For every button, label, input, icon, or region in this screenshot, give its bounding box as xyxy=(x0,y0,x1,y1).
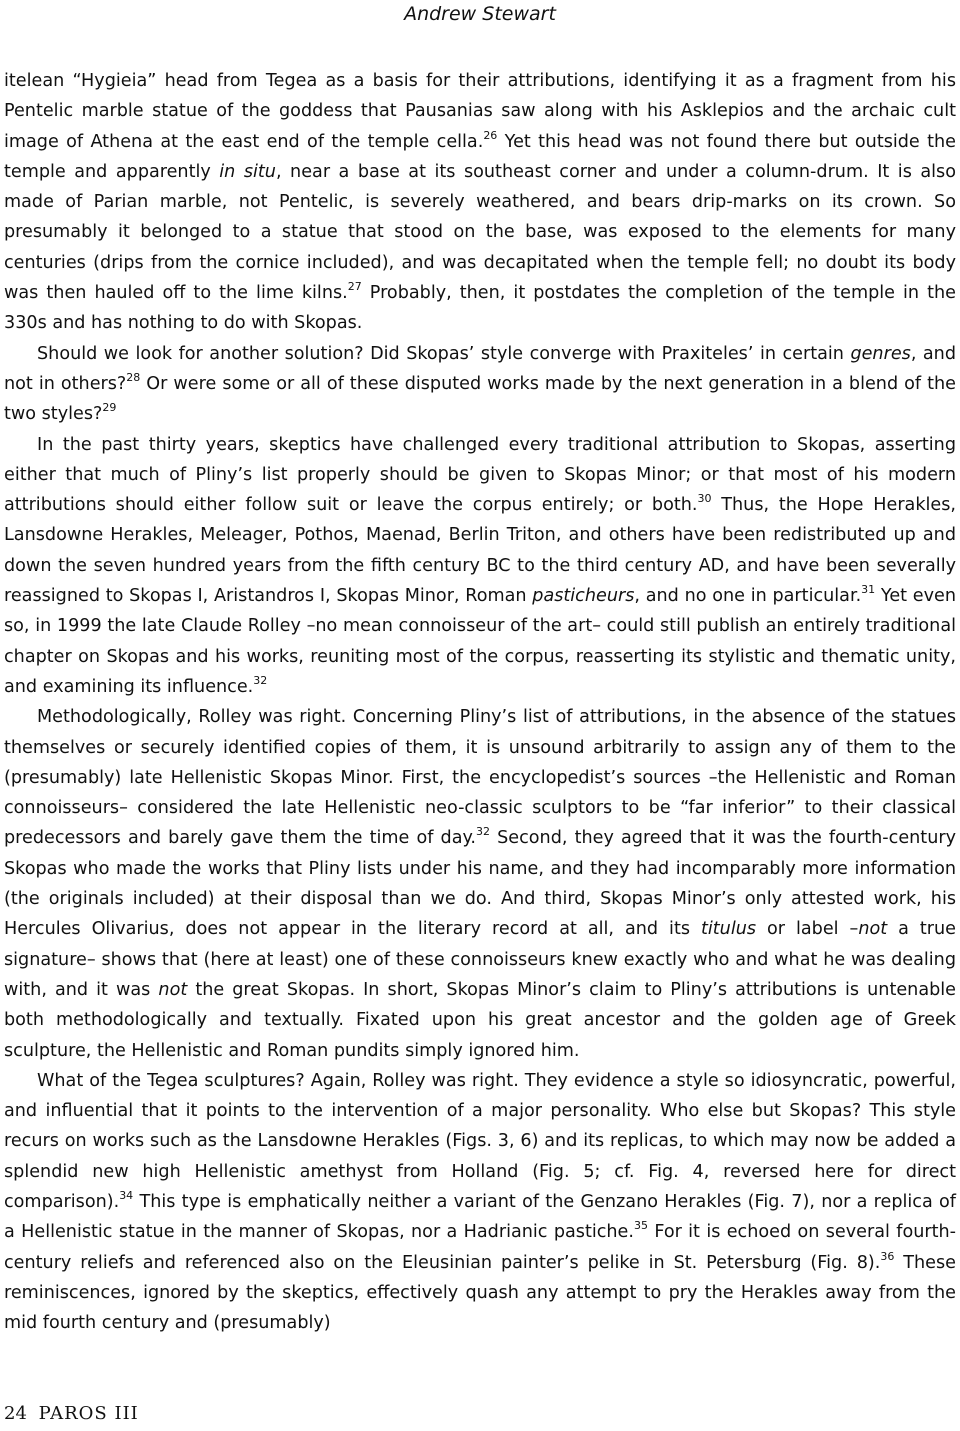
text-run: or label – xyxy=(756,919,859,940)
footnote-ref: 28 xyxy=(126,370,141,384)
text-run: This type is emphatically neither a variant of the Genzano Herakles (Fig. 7), nor a replica of a Hellenistic statue in the manner of Skopas, nor a Hadrianic pastiche. xyxy=(4,1191,956,1243)
italic-text: not xyxy=(158,979,188,1000)
text-run: Methodologically, Rolley was right. Concerning Pliny’s list of attributions, in the absence of the statues themselves or securely identified copies of them, it is unsound arbitrarily to assign any of them to the (presumably) late Hellenistic Skopas Minor. First, the encyclopedist’s sources –the Hellenistic and Roman connoisseurs– considered the late Hellenistic neo-classic sculptors to be “far inferior” to their classical predecessors and barely gave them the time of day. xyxy=(4,707,956,849)
italic-text: pasticheurs xyxy=(532,586,635,607)
paragraph xyxy=(4,702,956,1066)
footnote-ref: 35 xyxy=(633,1219,648,1233)
text-run: Yet this head was not found there but outside the temple and apparently xyxy=(4,131,956,182)
italic-text: not xyxy=(858,919,888,940)
footnote-ref: 26 xyxy=(483,128,498,142)
text-run: Or were some or all of these disputed works made by the next generation in a blend of the two styles? xyxy=(4,373,956,425)
footnote-ref: 34 xyxy=(119,1188,134,1202)
text-run: , and no one in particular. xyxy=(634,586,862,607)
text-run: Probably, then, it postdates the completion of the temple in the 330s and has nothing to do with Skopas. xyxy=(4,283,956,334)
text-run: itelean “Hygieia” head from Tegea as a basis for their attributions, identifying it as a fragment from his Pentelic marble statue of the goddess that Pausanias saw along with his Asklepios and the archaic cult image of Athena at the east end of the temple cella. xyxy=(4,71,956,152)
footnote-ref: 36 xyxy=(880,1249,895,1263)
text-run: Should we look for another solution? Did Skopas’ style converge with Praxiteles’ in certain xyxy=(37,343,851,364)
page-footer xyxy=(4,1400,139,1428)
paragraph xyxy=(4,430,956,703)
paragraph xyxy=(4,66,956,339)
footnote-ref: 30 xyxy=(697,491,712,505)
body-text xyxy=(4,66,956,1338)
journal-title: PAROS III xyxy=(38,1403,139,1424)
text-run: Thus, the Hope Herakles, Lansdowne Herakles, Meleager, Pothos, Maenad, Berlin Triton, and others have been redistributed up and down the seven hundred years from the fifth century BC to the third century AD, and have been severally reassigned to Skopas I, Aristandros I, Skopas Minor, Roman xyxy=(4,495,956,607)
text-run: , and not in others? xyxy=(4,343,957,394)
text-run: For it is echoed on several fourth-century reliefs and referenced also on the Eleusinian painter’s pelike in St. Petersburg (Fig. 8). xyxy=(4,1222,956,1273)
text-run: Second, they agreed that it was the fourth-century Skopas who made the works that Pliny lists under his name, and they had incomparably more information (the originals included) at their disposal than we do. And third, Skopas Minor’s only attested work, his Hercules Olivarius, does not appear in the literary record at all, and its xyxy=(4,828,956,940)
paragraph xyxy=(4,339,956,430)
running-head: Andrew Stewart xyxy=(404,3,556,25)
text-run: , near a base at its southeast corner and under a column-drum. It is also made of Parian marble, not Pentelic, is severely weathered, and bears drip-marks on its crown. So presumably it belonged to a statue that stood on the base, was exposed to the elements for many centuries (drips from the cornice included), and was decapitated when the temple fell; no doubt its body was then hauled off to the lime kilns. xyxy=(4,161,956,304)
text-run: These reminiscences, ignored by the skeptics, effectively quash any attempt to pry the Herakles away from the mid fourth century and (presumably) xyxy=(4,1252,956,1334)
text-run: In the past thirty years, skeptics have challenged every traditional attribution to Skopas, asserting either that much of Pliny’s list properly should be given to Skopas Minor; or that most of his modern attributions should either follow suit or leave the corpus entirely; or both. xyxy=(4,434,956,516)
footnote-ref: 27 xyxy=(347,279,362,293)
footnote-ref: 32 xyxy=(476,825,491,839)
footnote-ref: 32 xyxy=(253,673,268,687)
text-run: a true signature– shows that (here at least) one of these connoisseurs knew exactly who and what he was dealing with, and it was xyxy=(4,919,956,1000)
italic-text: titulus xyxy=(701,919,757,940)
italic-text: genres xyxy=(850,343,911,364)
footnote-ref: 29 xyxy=(102,401,117,415)
text-run: Yet even so, in 1999 the late Claude Rolley –no mean connoisseur of the art– could still publish an entirely traditional chapter on Skopas and his works, reuniting most of the corpus, reasserting its stylistic and thematic unity, and examining its influence. xyxy=(4,586,956,697)
footnote-ref: 31 xyxy=(861,582,876,596)
text-run: What of the Tegea sculptures? Again, Rolley was right. They evidence a style so idiosyncratic, powerful, and influential that it points to the intervention of a major personality. Who else but Skopas? This style recurs on works such as the Lansdowne Herakles (Figs. 3, 6) and its replicas, to which may now be added a splendid new high Hellenistic amethyst from Holland (Fig. 5; cf. Fig. 4, reversed here for direct comparison). xyxy=(4,1070,956,1212)
text-run: the great Skopas. In short, Skopas Minor’s claim to Pliny’s attributions is untenable both methodologically and textually. Fixated upon his great ancestor and the golden age of Greek sculpture, the Hellenistic and Roman pundits simply ignored him. xyxy=(4,979,956,1061)
italic-text: in situ xyxy=(219,161,276,182)
paragraph xyxy=(4,1066,956,1339)
page-number: 24 xyxy=(4,1403,27,1424)
